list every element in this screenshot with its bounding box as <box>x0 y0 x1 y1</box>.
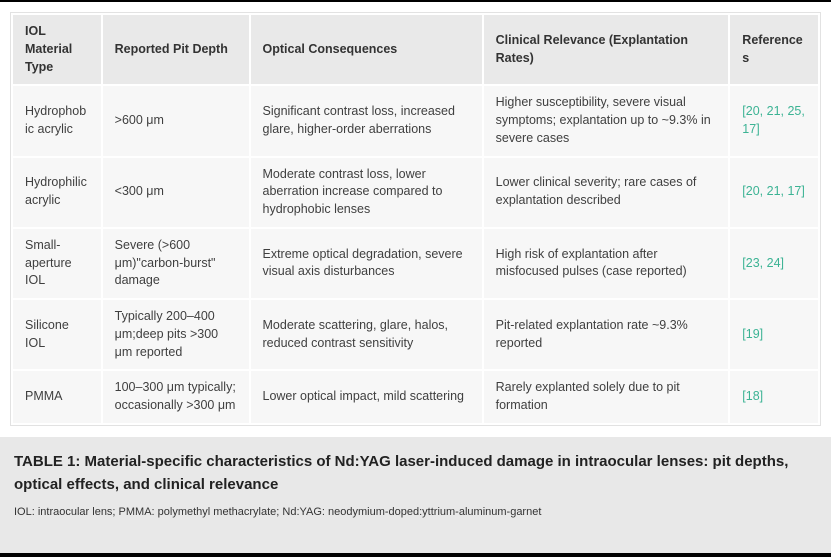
table-cell: PMMA <box>13 371 101 423</box>
table-body <box>13 86 818 423</box>
table-section <box>0 2 831 437</box>
reference-link[interactable]: [19] <box>742 326 764 341</box>
table-cell: Higher susceptibility, severe visual symptoms; explantation up to ~9.3% in severe cases <box>484 86 729 155</box>
table-cell: 100–300 μm typically; occasionally >300 μm <box>103 371 249 423</box>
table-cell: Significant contrast loss, increased glare, higher-order aberrations <box>251 86 482 155</box>
table-row <box>13 86 818 155</box>
table-cell: Pit-related explantation rate ~9.3% reported <box>484 300 729 369</box>
column-header: Optical Consequences <box>251 15 482 84</box>
table-row <box>13 229 818 298</box>
caption-section <box>0 437 831 553</box>
reference-link[interactable]: [23, 24] <box>742 255 784 270</box>
table-cell: Moderate scattering, glare, halos, reduced contrast sensitivity <box>251 300 482 369</box>
references-cell <box>730 229 818 298</box>
table-cell: >600 μm <box>103 86 249 155</box>
table-cell: Hydrophilic acrylic <box>13 158 101 227</box>
table-header-row <box>13 15 818 84</box>
references-cell <box>730 158 818 227</box>
column-header: IOL Material Type <box>13 15 101 84</box>
table-cell: <300 μm <box>103 158 249 227</box>
table-row <box>13 371 818 423</box>
table-caption-footnote: IOL: intraocular lens; PMMA: polymethyl methacrylate; Nd:YAG: neodymium-doped:yttrium-aluminum-garnet <box>14 506 542 519</box>
reference-link[interactable]: [20, 21, 25, 17] <box>742 104 805 136</box>
table-cell: Extreme optical degradation, severe visual axis disturbances <box>251 229 482 298</box>
table-cell: Lower clinical severity; rare cases of explantation described <box>484 158 729 227</box>
table-caption-title: TABLE 1: Material-specific characteristics of Nd:YAG laser-induced damage in intraocular lenses: pit depths, optical effects, and clinical relevance <box>14 452 789 493</box>
reference-link[interactable]: [18] <box>742 389 764 404</box>
references-cell <box>730 300 818 369</box>
table-cell: High risk of explantation after misfocused pulses (case reported) <box>484 229 729 298</box>
column-header: References <box>730 15 818 84</box>
table-row <box>13 300 818 369</box>
column-header: Clinical Relevance (Explantation Rates) <box>484 15 729 84</box>
iol-material-table <box>10 12 821 426</box>
table-cell: Hydrophobic acrylic <box>13 86 101 155</box>
table-cell: Severe (>600 μm)"carbon-burst" damage <box>103 229 249 298</box>
table-cell: Typically 200–400 μm;deep pits >300 μm reported <box>103 300 249 369</box>
table-cell: Silicone IOL <box>13 300 101 369</box>
table-cell: Small-aperture IOL <box>13 229 101 298</box>
table-cell: Rarely explanted solely due to pit formation <box>484 371 729 423</box>
references-cell <box>730 86 818 155</box>
reference-link[interactable]: [20, 21, 17] <box>742 184 805 199</box>
table-cell: Moderate contrast loss, lower aberration increase compared to hydrophobic lenses <box>251 158 482 227</box>
table-cell: Lower optical impact, mild scattering <box>251 371 482 423</box>
column-header: Reported Pit Depth <box>103 15 249 84</box>
references-cell <box>730 371 818 423</box>
table-row <box>13 158 818 227</box>
